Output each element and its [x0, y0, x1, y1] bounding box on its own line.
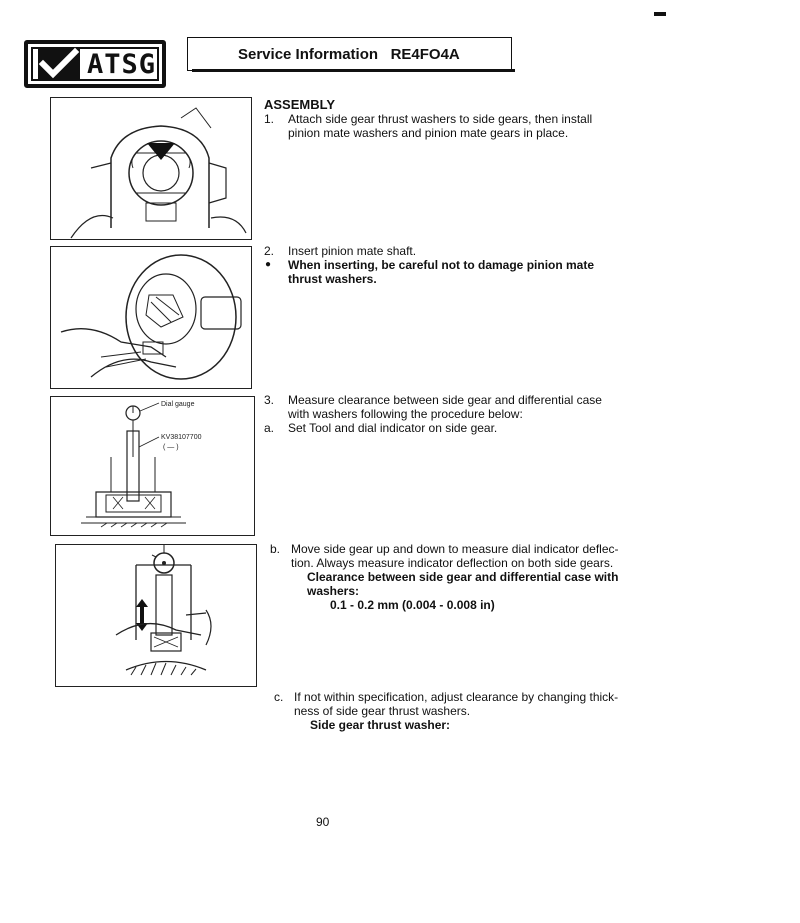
step-c-line-1: If not within specification, adjust clearance by changing thick- — [294, 690, 619, 704]
step-2-number: 2. — [264, 244, 275, 258]
tool-number-paren: ( — ) — [163, 444, 179, 451]
step-b-line-2: tion. Always measure indicator deflection on both side gears. — [291, 556, 614, 570]
dial-gauge-label: Dial gauge — [161, 401, 195, 408]
dial-gauge-diagram — [51, 397, 254, 535]
section-heading: ASSEMBLY — [264, 97, 336, 112]
corner-mark — [654, 12, 666, 16]
washer-table-label: Side gear thrust washer: — [310, 718, 451, 732]
figure-pinion-shaft — [50, 246, 252, 389]
checkmark-icon — [37, 47, 81, 81]
step-1-number: 1. — [264, 112, 275, 126]
title-model: RE4FO4A — [390, 45, 460, 63]
tool-number-label: KV38107700 — [161, 434, 202, 441]
step-1-line-1: Attach side gear thrust washers to side gears, then install — [288, 112, 593, 126]
step-3-number: 3. — [264, 393, 275, 407]
step-3-line-2: with washers following the procedure below: — [288, 407, 523, 421]
clearance-spec-line-2: washers: — [307, 584, 360, 598]
step-b-line-1: Move side gear up and down to measure dial indicator deflec- — [291, 542, 619, 556]
figure-side-gear-washers — [50, 97, 252, 240]
clearance-spec-line-1: Clearance between side gear and differential case with — [307, 570, 619, 584]
step-3-line-1: Measure clearance between side gear and differential case — [288, 393, 602, 407]
differential-illustration-2 — [51, 247, 251, 388]
figure-measure-deflection — [55, 544, 257, 687]
deflection-illustration — [56, 545, 256, 686]
differential-illustration-1 — [51, 98, 251, 239]
title-box — [187, 37, 512, 71]
step-1-line-2: pinion mate washers and pinion mate gears in place. — [288, 126, 569, 140]
caution-line-1: When inserting, be careful not to damage pinion mate — [288, 258, 595, 272]
clearance-value: 0.1 - 0.2 mm (0.004 - 0.008 in) — [330, 598, 495, 612]
page-number: 90 — [316, 815, 330, 829]
step-2-text: Insert pinion mate shaft. — [288, 244, 417, 258]
atsg-logo — [24, 40, 166, 88]
step-a-number: a. — [264, 421, 275, 435]
title-label: Service Information — [238, 45, 379, 63]
step-b-number: b. — [270, 542, 281, 556]
figure-dial-gauge-setup — [50, 396, 255, 536]
logo-text: ATSG — [87, 48, 157, 80]
step-c-number: c. — [274, 690, 284, 704]
caution-line-2: thrust washers. — [288, 272, 377, 286]
caution-bullet: ● — [265, 259, 272, 270]
step-a-text: Set Tool and dial indicator on side gear. — [288, 421, 498, 435]
step-c-line-2: ness of side gear thrust washers. — [294, 704, 471, 718]
page-title — [238, 46, 460, 63]
